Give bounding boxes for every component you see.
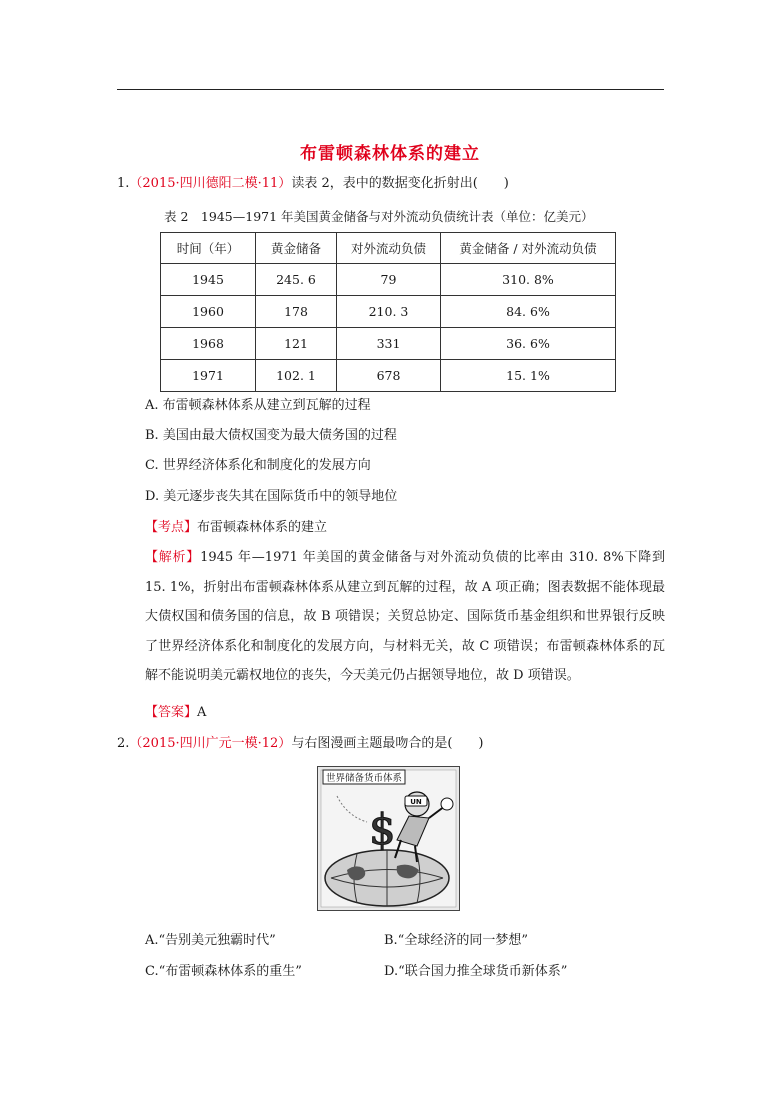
table-header: 黄金储备 [256, 233, 337, 264]
table-row [161, 296, 616, 328]
table-header: 时间（年） [161, 233, 256, 264]
kaodian [145, 519, 327, 537]
question-number: 1. [117, 176, 130, 191]
table-cell: 1971 [161, 360, 256, 392]
table-header-row [161, 233, 616, 264]
table-cell: 331 [337, 328, 441, 360]
option-a: A.“告别美元独霸时代” [145, 933, 276, 948]
table-cell: 178 [256, 296, 337, 328]
cartoon-banner: 世界储备货币体系 [325, 773, 403, 784]
option-b: B. 美国由最大债权国变为最大债务国的过程 [145, 428, 397, 443]
table-row [161, 264, 616, 296]
question-text: 与右图漫画主题最吻合的是( ) [291, 736, 484, 751]
table-cell: 15. 1% [441, 360, 616, 392]
option-c: C. 世界经济体系化和制度化的发展方向 [145, 458, 371, 473]
table-cell: 245. 6 [256, 264, 337, 296]
table-header: 黄金储备 / 对外流动负债 [441, 233, 616, 264]
question-source: （2015·四川德阳二模·11） [129, 176, 292, 191]
option-d: D. 美元逐步丧失其在国际货币中的领导地位 [145, 489, 398, 504]
table-cell: 1968 [161, 328, 256, 360]
table-cell: 678 [337, 360, 441, 392]
cartoon-image [317, 766, 460, 911]
table-row [161, 360, 616, 392]
answer-label: 【答案】 [145, 705, 198, 720]
page-title: 布雷顿森林体系的建立 [300, 144, 480, 164]
table-caption: 表 2 1945—1971 年美国黄金储备与对外流动负债统计表（单位：亿美元） [164, 209, 594, 224]
option-b: B.“全球经济的同一梦想” [384, 933, 528, 948]
table-row [161, 328, 616, 360]
question-text: 读表 2，表中的数据变化折射出( ) [291, 176, 509, 191]
answer [145, 704, 206, 722]
data-table [160, 232, 616, 392]
table-cell: 1960 [161, 296, 256, 328]
table-cell: 210. 3 [337, 296, 441, 328]
jiexi-text: 1945 年—1971 年美国的黄金储备与对外流动负债的比率由 310. 8%下降到 15. 1%，折射出布雷顿森林体系从建立到瓦解的过程，故 A 项正确；图表数据不能体现最大债权国和债务国的信息，故 B 项错误；关贸总协定、国际货币基金组织和世界银行反映了世界经济体系化和制度化的发展方向，与材料无关，故 C 项错误；布雷顿森林体系的瓦解不能说明美元霸权地位的丧失，今天美元仍占据领导地位，故 D 项错误。 [145, 550, 665, 683]
jiexi-label: 【解析】 [145, 550, 201, 565]
table-cell: 310. 8% [441, 264, 616, 296]
question-1-stem [117, 175, 509, 193]
option-d: D.“联合国力推全球货币新体系” [384, 964, 568, 979]
jiexi [145, 543, 665, 691]
question-source: （2015·四川广元一模·12） [129, 736, 292, 751]
dollar-icon: $ [369, 805, 396, 854]
kaodian-text: 布雷顿森林体系的建立 [197, 520, 328, 535]
question-2-stem [117, 735, 483, 753]
table-cell: 79 [337, 264, 441, 296]
table-cell: 102. 1 [256, 360, 337, 392]
table-header: 对外流动负债 [337, 233, 441, 264]
cartoon-tag: UN [410, 798, 422, 806]
table-cell: 36. 6% [441, 328, 616, 360]
kaodian-label: 【考点】 [145, 520, 198, 535]
table-cell: 1945 [161, 264, 256, 296]
answer-text: A [197, 705, 207, 720]
table-cell: 84. 6% [441, 296, 616, 328]
header-rule [117, 89, 664, 90]
question-number: 2. [117, 736, 130, 751]
option-a: A. 布雷顿森林体系从建立到瓦解的过程 [145, 398, 371, 413]
table-cell: 121 [256, 328, 337, 360]
option-c: C.“布雷顿森林体系的重生” [145, 964, 302, 979]
